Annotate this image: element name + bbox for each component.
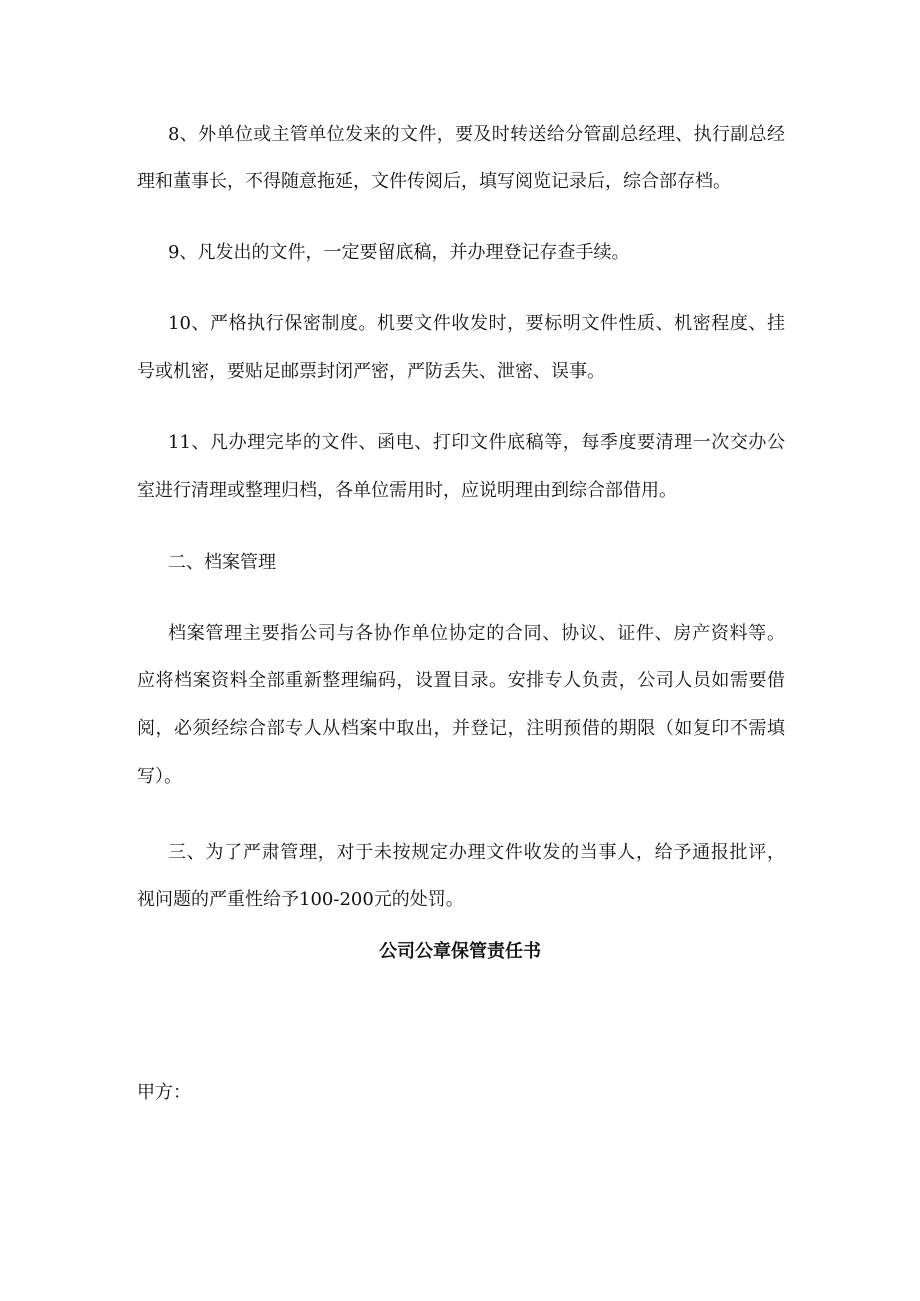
text-line: 8、外单位或主管单位发来的文件，要及时转送给分管副总经理、执行副总经	[168, 124, 785, 145]
text-line: 9、凡发出的文件，一定要留底稿，并办理登记存查手续。	[168, 242, 630, 263]
text-line: 号或机密，要贴足邮票封闭严密，严防丢失、泄密、误事。	[137, 361, 605, 382]
text-line: 档案管理主要指公司与各协作单位协定的合同、协议、证件、房产资料等。	[168, 623, 785, 644]
text-line: 室进行清理或整理归档，各单位需用时，应说明理由到综合部借用。	[137, 480, 677, 501]
text-line: 视问题的严重性给予100-200元的处罚。	[137, 889, 464, 910]
text-line: 三、为了严肃管理，对于未按规定办理文件收发的当事人，给予通报批评，	[168, 842, 785, 863]
text-line: 理和董事长，不得随意拖延，文件传阅后，填写阅览记录后，综合部存档。	[137, 171, 731, 192]
section-heading: 二、档案管理	[168, 552, 276, 573]
text-line: 11、凡办理完毕的文件、函电、打印文件底稿等，每季度要清理一次交办公	[168, 432, 785, 453]
text-line: 应将档案资料全部重新整理编码，设置目录。安排专人负责，公司人员如需要借	[137, 670, 785, 691]
text-line: 阅，必须经综合部专人从档案中取出，并登记，注明预借的期限（如复印不需填	[137, 718, 785, 739]
document-title: 公司公章保管责任书	[379, 941, 541, 962]
party-a-label: 甲方：	[137, 1082, 191, 1103]
text-line: 写）。	[137, 766, 182, 787]
text-line: 10、严格执行保密制度。机要文件收发时，要标明文件性质、机密程度、挂	[168, 313, 785, 334]
